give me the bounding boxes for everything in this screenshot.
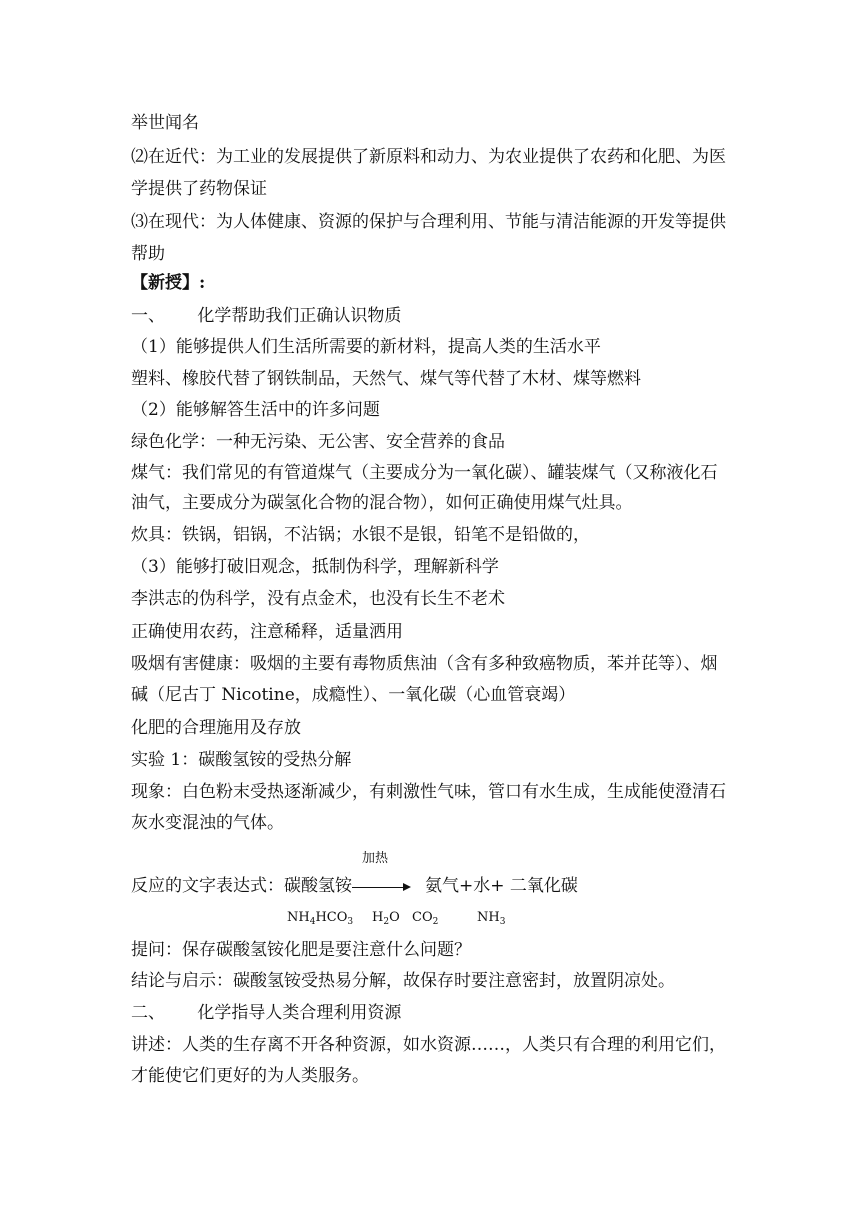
text-line: 帮助 — [131, 244, 165, 264]
equation-prefix: 反应的文字表达式：碳酸氢铵 — [131, 876, 352, 896]
formula-ammonium-bicarbonate: $NH_4HCO_3$ — [287, 910, 354, 927]
formula-carbon-dioxide: $CO_2$ — [412, 910, 439, 927]
text-line: 举世闻名 — [131, 113, 199, 133]
formula-water: $H_2O$ — [372, 910, 400, 927]
section-heading: 【新授】: — [131, 273, 206, 293]
formula-ammonia: $NH_3$ — [477, 910, 506, 927]
equation-products: 氨气+水+ 二氧化碳 — [425, 876, 578, 896]
text-line: 塑料、橡胶代替了钢铁制品，天然气、煤气等代替了木材、煤等燃料 — [131, 369, 641, 389]
section-title: 一、 化学帮助我们正确认识物质 — [131, 306, 402, 326]
text-line: 学提供了药物保证 — [131, 179, 267, 199]
text-line: （1）能够提供人们生活所需要的新材料，提高人类的生活水平 — [131, 337, 601, 357]
text-line: 碱（尼古丁 Nicotine，成瘾性）、一氧化碳（心血管衰竭） — [131, 685, 576, 705]
text-line: ⑵在近代：为工业的发展提供了新原料和动力、为农业提供了农药和化肥、为医 — [131, 147, 726, 167]
text-line: 灰水变混浊的气体。 — [131, 813, 284, 833]
text-line: 炊具：铁锅，铝锅，不沾锅；水银不是银，铅笔不是铅做的， — [131, 525, 590, 545]
text-line: 正确使用农药，注意稀释，适量洒用 — [131, 622, 403, 642]
text-line: 提问：保存碳酸氢铵化肥是要注意什么问题？ — [131, 940, 471, 960]
reaction-condition: 加热 — [362, 851, 389, 866]
text-line: 讲述：人类的生存离不开各种资源，如水资源……，人类只有合理的利用它们， — [131, 1035, 726, 1055]
text-line: 煤气：我们常见的有管道煤气（主要成分为一氧化碳）、罐装煤气（又称液化石 — [131, 463, 718, 483]
text-line: 才能使它们更好的为人类服务。 — [131, 1066, 369, 1086]
text-line: （3）能够打破旧观念，抵制伪科学，理解新科学 — [131, 557, 499, 577]
text-line: 李洪志的伪科学，没有点金术，也没有长生不老术 — [131, 589, 505, 609]
text-line: （2）能够解答生活中的许多问题 — [131, 400, 380, 420]
reaction-arrow-line — [352, 887, 404, 888]
text-line: 吸烟有害健康：吸烟的主要有毒物质焦油（含有多种致癌物质，苯并芘等）、烟 — [131, 654, 718, 674]
text-line: 油气，主要成分为碳氢化合物的混合物），如何正确使用煤气灶具。 — [131, 493, 633, 513]
section-title: 二、 化学指导人类合理利用资源 — [131, 1003, 402, 1023]
text-line: ⑶在现代：为人体健康、资源的保护与合理利用、节能与清洁能源的开发等提供 — [131, 212, 726, 232]
text-line: 化肥的合理施用及存放 — [131, 718, 301, 738]
text-line: 实验 1：碳酸氢铵的受热分解 — [131, 750, 352, 770]
reaction-arrow-head-icon — [403, 883, 411, 891]
text-line: 现象：白色粉末受热逐渐减少，有刺激性气味，管口有水生成，生成能使澄清石 — [131, 782, 726, 802]
text-line: 绿色化学：一种无污染、无公害、安全营养的食品 — [131, 432, 505, 452]
text-line: 结论与启示：碳酸氢铵受热易分解，故保存时要注意密封，放置阴凉处。 — [131, 971, 675, 991]
